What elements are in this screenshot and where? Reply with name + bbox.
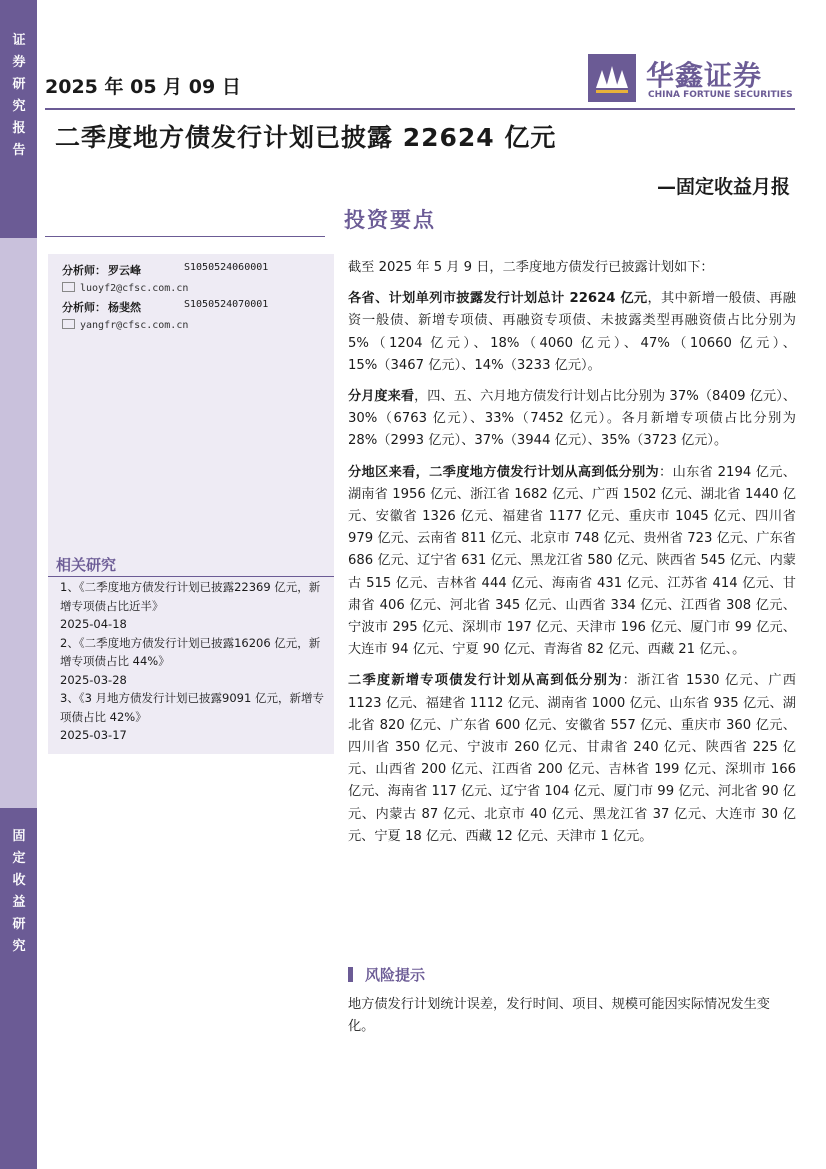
logo-mark-icon [588, 54, 636, 102]
paragraph-regional-lead: 分地区来看，二季度地方债发行计划从高到低分别为 [348, 464, 660, 480]
paragraph-monthly [348, 386, 796, 453]
sidebar-middle-band [0, 238, 37, 808]
analyst-1-email[interactable] [62, 281, 188, 294]
paragraph-monthly-lead: 分月度来看 [348, 389, 415, 405]
paragraph-special-bonds-text: ：浙江省 1530 亿元、广西 1123 亿元、福建省 1112 亿元、湖南省 1000 亿元、山东省 935 亿元、湖北省 820 亿元、广东省 600 亿元、安徽省 557 亿元、重庆市 360 亿元、四川省 350 亿元、宁波市 260 亿元、甘肃省 240 亿元、陕西省 225 亿元、山西省 200 亿元、江西省 200 亿元、吉林省 199 亿元、深圳市 166 亿元、海南省 117 亿元、辽宁省 104 亿元、厦门市 99 亿元、河北省 90 亿元、内蒙古 87 亿元、北京市 40 亿元、黑龙江省 37 亿元、大连市 30 亿元、宁夏 18 亿元、西藏 12 亿元、天津市 1 亿元。 [348, 673, 796, 844]
analyst-1 [62, 262, 269, 278]
report-subtitle: —固定收益月报 [656, 176, 790, 198]
envelope-icon [62, 282, 75, 292]
company-logo [588, 54, 793, 106]
investment-highlights-body [348, 257, 796, 857]
analyst-2-email[interactable] [62, 318, 188, 331]
analyst-cert: S1050524060001 [184, 262, 269, 273]
email-text[interactable]: yangfr@cfsc.com.cn [80, 320, 189, 331]
analyst-role: 分析师： [62, 301, 106, 314]
intro-paragraph: 截至 2025 年 5 月 9 日，二季度地方债发行已披露计划如下： [348, 260, 714, 275]
analyst-name: 杨斐然 [108, 301, 141, 314]
sidebar-bottom-label: 固定收益研究 [12, 829, 26, 954]
paragraph-special-bonds [348, 670, 796, 848]
section-marker-icon [348, 967, 353, 982]
logo-chinese-name: 华鑫证券 [646, 59, 763, 92]
section-title: 投资要点 [344, 208, 436, 232]
header-rule [45, 108, 795, 110]
risk-title [348, 964, 425, 985]
related-research-list [60, 578, 330, 745]
related-research-title: 相关研究 [56, 556, 117, 574]
risk-text: 地方债发行计划统计误差，发行时间、项目、规模可能因实际情况发生变化。 [348, 997, 770, 1035]
paragraph-regional [348, 462, 796, 662]
envelope-icon [62, 319, 75, 329]
paragraph-monthly-text: ，四、五、六月地方债发行计划占比分别为 37%（8409 亿元）、30%（6763 亿元）、33%（7452 亿元）。各月新增专项债占比分别为 28%（2993 亿元）、37%（3944 亿元）、35%（3723 亿元）。 [348, 389, 797, 449]
paragraph-total [348, 288, 796, 377]
related-item-3-date: 2025-03-17 [60, 728, 127, 742]
related-item-1[interactable]: 1、《二季度地方债发行计划已披露22369 亿元，新增专项债占比近半》 [60, 580, 321, 613]
left-sidebar [0, 0, 37, 1169]
related-item-2[interactable]: 2、《二季度地方债发行计划已披露16206 亿元，新增专项债占比 44%》 [60, 635, 321, 668]
related-research-rule [48, 576, 334, 577]
analyst-name: 罗云峰 [108, 264, 141, 277]
report-title: 二季度地方债发行计划已披露 22624 亿元 [55, 123, 557, 152]
paragraph-regional-text: ：山东省 2194 亿元、湖南省 1956 亿元、浙江省 1682 亿元、广西 1502 亿元、湖北省 1440 亿元、安徽省 1326 亿元、福建省 1177 亿元、重庆市 1045 亿元、四川省 979 亿元、云南省 811 亿元、北京市 748 亿元、贵州省 723 亿元、广东省 686 亿元、辽宁省 631 亿元、黑龙江省 580 亿元、陕西省 545 亿元、内蒙古 515 亿元、吉林省 444 亿元、海南省 431 亿元、江苏省 414 亿元、甘肃省 406 亿元、河北省 345 亿元、山西省 334 亿元、江西省 308 亿元、宁波市 295 亿元、深圳市 197 亿元、天津市 196 亿元、厦门市 99 亿元、大连市 94 亿元、宁夏 90 亿元、青海省 82 亿元、西藏 21 亿元、。 [348, 464, 796, 658]
paragraph-special-bonds-lead: 二季度新增专项债发行计划从高到低分别为 [348, 673, 623, 689]
related-item-1-date: 2025-04-18 [60, 617, 127, 631]
paragraph-total-text: ，其中新增一般债、再融资一般债、新增专项债、再融资专项债、未披露类型再融资债占比分别为 5%（1204 亿元）、18%（4060 亿元）、47%（10660 亿元）、15%（3467 亿元）、14%（3233 亿元）。 [348, 291, 796, 373]
related-item-3[interactable]: 3、《3 月地方债发行计划已披露9091 亿元，新增专项债占比 42%》 [60, 691, 324, 724]
paragraph-total-lead: 各省、计划单列市披露发行计划总计 22624 亿元 [348, 291, 648, 307]
related-item-2-date: 2025-03-28 [60, 672, 127, 687]
analyst-2 [62, 299, 269, 315]
risk-title-text: 风险提示 [365, 966, 426, 984]
analyst-role: 分析师： [62, 264, 106, 277]
sidebar-top-label: 证券研究报告 [12, 33, 26, 158]
report-date: 2025 年 05 月 09 日 [45, 76, 241, 98]
email-text[interactable]: luoyf2@cfsc.com.cn [80, 283, 189, 294]
section-rule-left [45, 236, 325, 237]
analyst-cert: S1050524070001 [184, 299, 269, 310]
logo-english-name: CHINA FORTUNE SECURITIES [648, 90, 793, 100]
